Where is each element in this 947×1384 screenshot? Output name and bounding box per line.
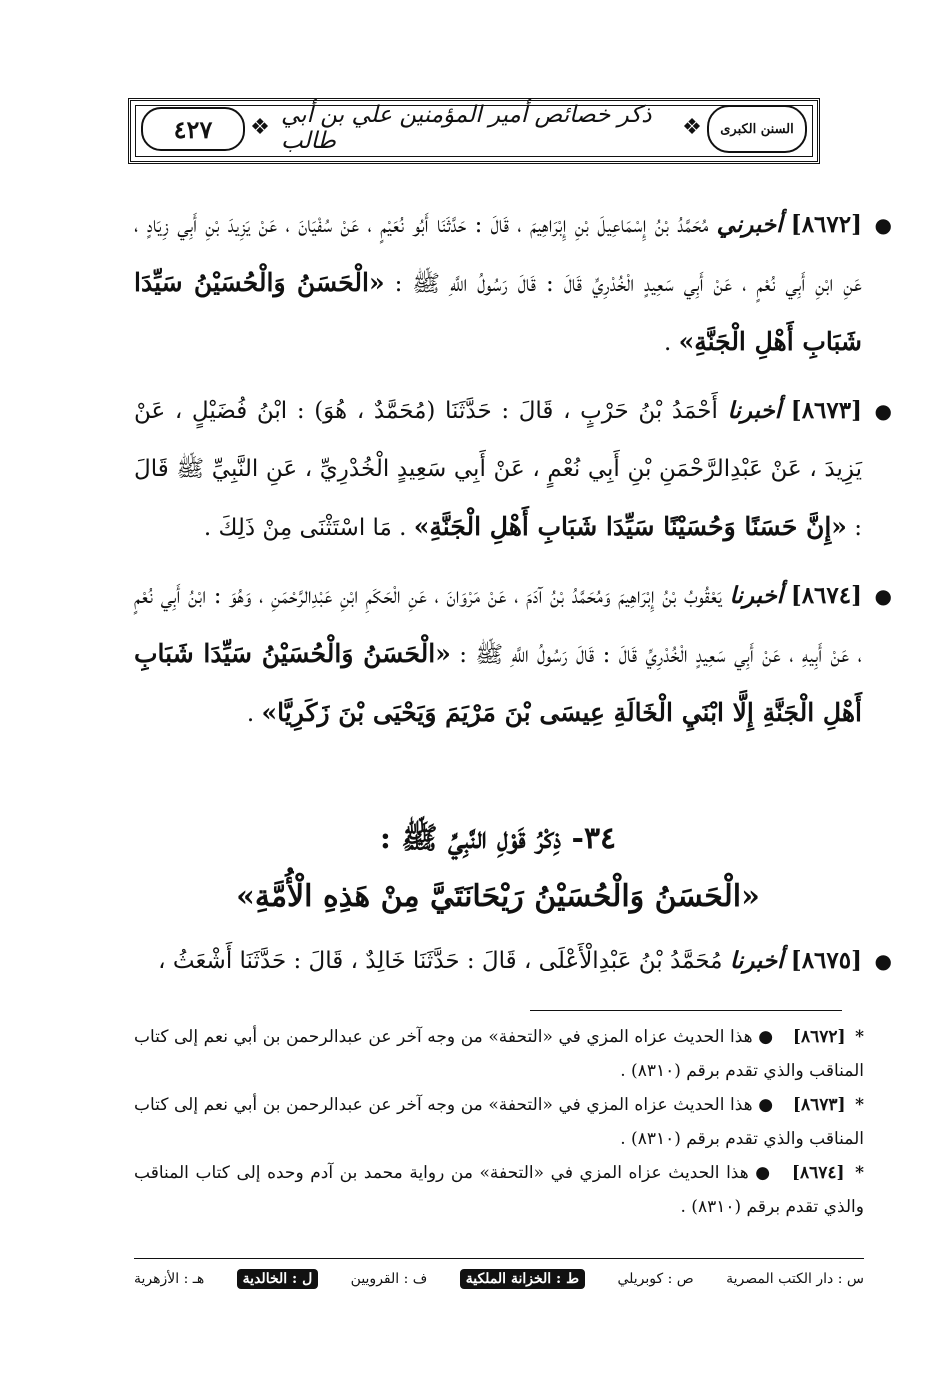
ornament-icon: ❖: [250, 114, 270, 140]
footnote-number: [٨٦٧٤]: [791, 1163, 845, 1183]
isnad-text: مُحَمَّدُ بْنُ عَبْدِالْأَعْلَى ، قَالَ : حَدَّثَنَا خَالِدٌ ، قَالَ : حَدَّثَنَا أَشْعَثُ ،: [158, 948, 723, 974]
bullet-icon: ●: [874, 399, 892, 423]
footnote-star: *: [855, 1163, 865, 1183]
footnote-divider: [530, 1010, 842, 1011]
bullet-icon: ●: [874, 584, 892, 608]
hadith-text: «الْحَسَنُ وَالْحُسَيْنُ سَيِّدَا شَبَابِ أَهْلِ الْجَنَّةِ إِلَّا ابْنَيِ الْخَالَةِ عِيسَى بْنَ مَرْيَمَ وَيَحْيَى بْنَ زَكَرِيَّا»: [134, 639, 862, 727]
footnote-star: *: [855, 1095, 865, 1115]
hadith-number: [٨٦٧٣]: [790, 397, 862, 424]
legend-divider: [134, 1258, 864, 1259]
hadith-entry: [134, 567, 892, 743]
hadith-number: [٨٦٧٥]: [790, 947, 862, 974]
narration-word: أخبرنا: [727, 397, 782, 424]
hadith-text: «الْحَسَنُ وَالْحُسَيْنُ سَيِّدَا شَبَابِ أَهْلِ الْجَنَّةِ»: [134, 268, 862, 356]
legend-item-highlight: ل : الخالدية: [237, 1269, 319, 1289]
chapter-title: ٣٤- ذِكْرُ قَوْلِ النَّبِيِّ ﷺ :: [379, 821, 617, 856]
chapter-subtitle: «الْحَسَنُ وَالْحُسَيْنُ رَيْحَانَتَيَّ مِنْ هَذِهِ الْأُمَّةِ»: [236, 879, 760, 914]
ornament-icon: ❖: [682, 114, 702, 140]
footnote-number: [٨٦٧٢]: [792, 1027, 846, 1047]
entry-tail: . مَا اسْتَثْنَى مِنْ ذَلِكَ .: [203, 515, 407, 541]
footnote-text: ● هذا الحديث عزاه المزي في «التحفة» من وجه آخر عن عبدالرحمن بن أبي نعم إلى كتاب المناقب والذي تقدم برقم (٨٣١٠) .: [134, 1027, 864, 1081]
isnad-text: أَحْمَدُ بْنُ حَرْبٍ ، قَالَ : حَدَّثَنَا (مُحَمَّدٌ ، هُوَ) : ابْنُ فُضَيْلٍ ، عَنْ يَزِيدَ ، عَنْ عَبْدِالرَّحْمَنِ بْنِ أَبِي نُعْمٍ ، عَنْ أَبِي سَعِيدٍ الْخُدْرِيِّ ، عَنِ النَّبِيِّ ﷺ قَالَ :: [134, 398, 862, 541]
entry-tail: .: [663, 330, 672, 356]
footnote: [134, 1020, 864, 1088]
hadith-entry: [134, 196, 892, 372]
isnad-text: يَعْقُوبُ بْنُ إِبْرَاهِيمَ وَمُحَمَّدُ بْنُ آدَمَ ، عَنْ مَرْوَانَ ، عَنِ الْحَكَمِ ابْنِ عَبْدِالرَّحْمَنِ ، وَهُوَ : ابْنُ أَبِي نُعْمٍ ، عَنْ أَبِيهِ ، عَنْ أَبِي سَعِيدٍ الْخُدْرِيِّ قَالَ : قَالَ رَسُولُ اللَّهِ ﷺ :: [134, 583, 863, 668]
footnote-text: ● هذا الحديث عزاه المزي في «التحفة» من وجه آخر عن عبدالرحمن بن أبي نعم إلى كتاب المناقب والذي تقدم برقم (٨٣١٠) .: [134, 1095, 864, 1149]
page-number: ٤٢٧: [141, 107, 245, 151]
main-text-continued: [134, 932, 892, 1000]
legend-item: ف : القرويين: [350, 1271, 428, 1287]
hadith-number: [٨٦٧٢]: [790, 211, 862, 238]
footnote: [134, 1088, 864, 1156]
footnote: [134, 1156, 864, 1224]
manuscript-legend: [134, 1264, 864, 1294]
hadith-text: «إِنَّ حَسَنًا وَحُسَيْنًا سَيِّدَا شَبَابِ أَهْلِ الْجَنَّةِ»: [413, 512, 847, 541]
hadith-entry: [134, 932, 892, 990]
footnotes: [134, 1020, 864, 1224]
bullet-icon: ●: [874, 213, 892, 237]
entry-tail: .: [246, 701, 255, 727]
footnote-number: [٨٦٧٣]: [792, 1095, 846, 1115]
running-title: ذكر خصائص أمير المؤمنين علي بن أبي طالب: [281, 102, 652, 154]
legend-item-highlight: ط : الخزانة الملكية: [460, 1269, 585, 1289]
narration-word: أخبرنا: [729, 947, 784, 974]
legend-item: س : دار الكتب المصرية: [726, 1271, 864, 1287]
isnad-text: مُحَمَّدُ بْنُ إِسْمَاعِيلَ بْنِ إِبْرَاهِيمَ ، قَالَ : حَدَّثَنَا أَبُو نُعَيْمٍ ، عَنْ سُفْيَانَ ، عَنْ يَزِيدَ بْنِ أَبِي زِيَادٍ ، عَنِ ابْنِ أَبِي نُعْمٍ ، عَنْ أَبِي سَعِيدٍ الْخُدْرِيِّ قَالَ : قَالَ رَسُولُ اللَّهِ ﷺ :: [134, 212, 862, 297]
page-header: [128, 98, 820, 164]
footnote-star: *: [855, 1027, 865, 1047]
narration-word: أخبرني: [716, 211, 783, 238]
narration-word: أخبرنا: [729, 582, 784, 609]
footnote-text: ● هذا الحديث عزاه المزي في «التحفة» من رواية محمد بن آدم وحده إلى كتاب المناقب والذي تقدم برقم (٨٣١٠) .: [134, 1163, 864, 1217]
hadith-entry: [134, 382, 892, 557]
hadith-number: [٨٦٧٤]: [790, 582, 863, 609]
legend-item: هـ : الأزهرية: [134, 1271, 205, 1287]
main-text: [134, 196, 892, 753]
chapter-heading: [134, 810, 862, 926]
legend-item: ص : كوبريلي: [617, 1271, 694, 1287]
book-emblem: السنن الكبرى: [707, 105, 807, 153]
bullet-icon: ●: [874, 949, 892, 973]
